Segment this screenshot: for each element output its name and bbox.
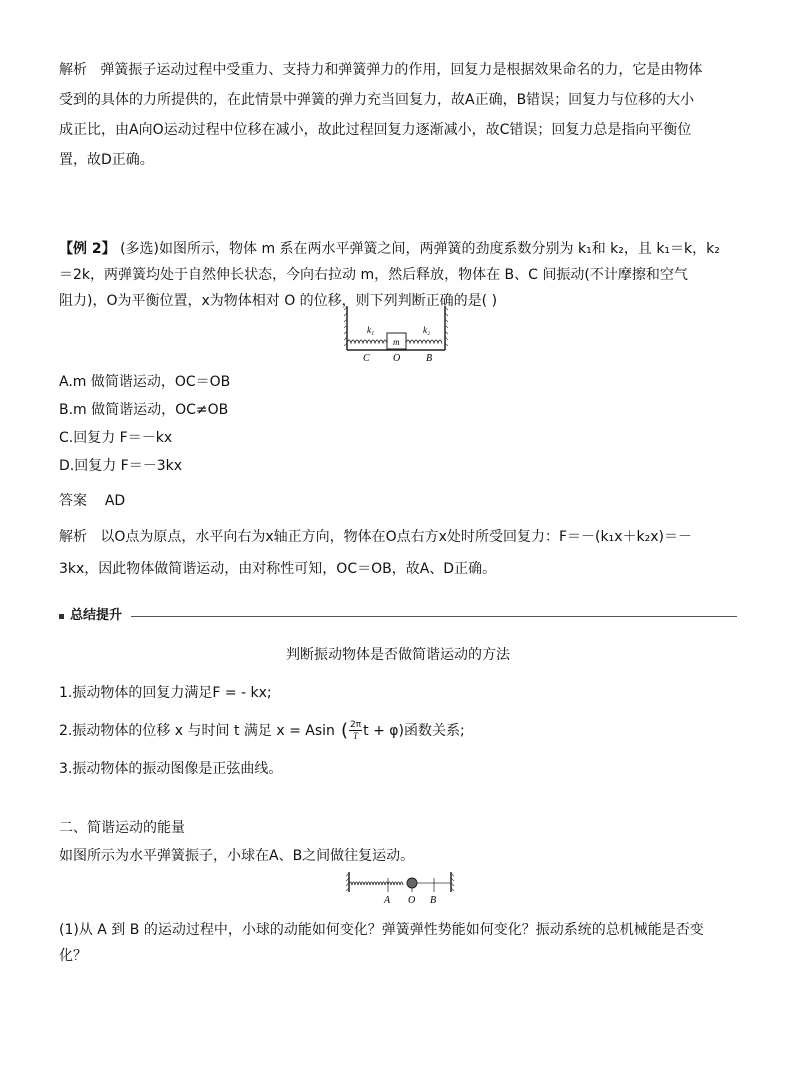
square-bullet-icon — [59, 614, 64, 619]
text: 2.振动物体的位移 x 与时间 t 满足 x = Asin — [59, 722, 335, 739]
label-B: B — [426, 353, 433, 364]
section-2-heading: 二、简谐运动的能量 — [59, 820, 185, 836]
summary-title: 判断振动物体是否做简谐运动的方法 — [286, 647, 510, 663]
analysis-label: 解析 — [59, 62, 87, 78]
example-2-line-1 — [59, 236, 737, 262]
oscillator-figure — [344, 870, 456, 906]
summary-item-1: 1.振动物体的回复力满足F = - kx; — [59, 685, 272, 701]
summary-header-label: 总结提升 — [70, 608, 123, 623]
spring-k2 — [406, 340, 442, 344]
spring-k1 — [347, 340, 387, 343]
option-d: D.回复力 F＝－3kx — [59, 458, 183, 474]
ball — [407, 878, 417, 888]
label-B: B — [430, 895, 437, 906]
option-a: A.m 做简谐运动，OC＝OB — [59, 374, 231, 390]
answer-label: 答案 — [59, 493, 87, 509]
example-2-line-2: ＝2k，两弹簧均处于自然伸长状态，今向右拉动 m，然后释放，物体在 B、C 间振动(不计摩擦和空气 — [59, 267, 688, 283]
option-c: C.回复力 F＝－kx — [59, 430, 173, 446]
analysis-1-line-2: 受到的具体的力所提供的，在此情景中弹簧的弹力充当回复力，故A正确，B错误；回复力与位移的大小 — [59, 92, 695, 108]
label-k1: k₁ — [367, 325, 375, 335]
option-b: B.m 做简谐运动，OC≠OB — [59, 402, 229, 418]
analysis-2-line-1 — [59, 521, 737, 553]
question-line-1: (1)从 A 到 B 的运动过程中，小球的动能如何变化？弹簧弹性势能如何变化？振动系统的总机械能是否变 — [59, 922, 704, 938]
label-k2: k₂ — [423, 325, 431, 335]
label-O: O — [393, 353, 401, 364]
analysis-1-line-3: 成正比，由A向O运动过程中位移在减小，故此过程回复力逐渐减小，故C错误；回复力总是指向平衡位 — [59, 122, 692, 138]
label-A: A — [384, 895, 391, 906]
label-C: C — [363, 353, 370, 364]
analysis-2-line-2: 3kx，因此物体做简谐运动，由对称性可知，OC＝OB，故A、D正确。 — [59, 561, 497, 577]
fraction — [349, 720, 362, 741]
text: (多选)如图所示，物体 m 系在两水平弹簧之间，两弹簧的劲度系数分别为 k₁和 k₂，且 k₁＝k，k₂ — [120, 241, 720, 257]
example-2-line-3: 阻力)，O为平衡位置，x为物体相对 O 的位移，则下列判断正确的是( ) — [59, 293, 498, 309]
text: t + φ)函数关系; — [363, 722, 465, 739]
analysis-label: 解析 — [59, 529, 87, 545]
analysis-1-line-1 — [59, 55, 737, 85]
spring — [349, 882, 403, 885]
answer-value: AD — [104, 493, 126, 509]
answer-row — [59, 491, 125, 511]
summary-item-3: 3.振动物体的振动图像是正弦曲线。 — [59, 761, 283, 777]
section-2-intro: 如图所示为水平弹簧振子，小球在A、B之间做往复运动。 — [59, 848, 415, 864]
analysis-1-line-4: 置，故D正确。 — [59, 152, 154, 168]
text: T — [353, 731, 359, 741]
summary-item-2 — [59, 720, 465, 741]
text: 2π — [349, 720, 362, 730]
paren-open: ( — [340, 719, 348, 741]
label-O: O — [408, 895, 416, 906]
label-m: m — [393, 337, 400, 347]
question-line-2: 化？ — [59, 948, 87, 964]
divider — [131, 616, 737, 617]
example-tag: 【例 2】 — [59, 241, 116, 257]
text: 弹簧振子运动过程中受重力、支持力和弹簧弹力的作用，回复力是根据效果命名的力，它是由物体 — [100, 62, 703, 78]
section-2-question — [59, 917, 737, 969]
text: 以O点为原点，水平向右为x轴正方向，物体在O点右方x处时所受回复力：F＝－(k₁x＋k₂x)＝－ — [100, 529, 692, 545]
analysis-2 — [59, 521, 737, 585]
analysis-1 — [59, 55, 737, 175]
example-2-question — [59, 236, 737, 314]
spring-mass-figure — [344, 304, 448, 364]
formula — [341, 720, 465, 741]
summary-header — [59, 606, 737, 628]
